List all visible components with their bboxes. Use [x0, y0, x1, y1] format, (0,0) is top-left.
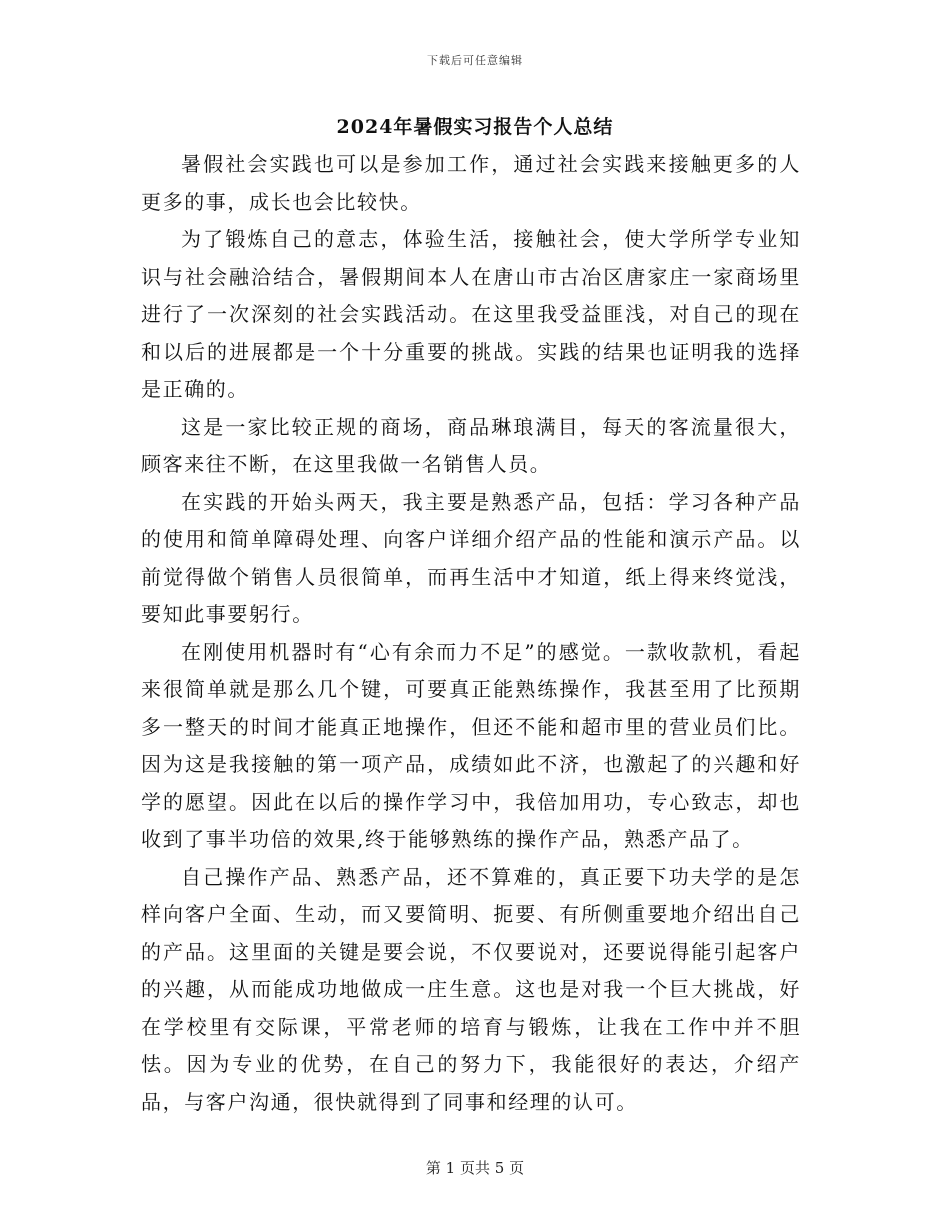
paragraph: 在实践的开始头两天，我主要是熟悉产品，包括：学习各种产品的使用和简单障碍处理、向客户详细介绍产品的性能和演示产品。以前觉得做个销售人员很简单，而再生活中才知道，纸上得来终觉浅，要知此事要躬行。 — [141, 489, 801, 626]
paragraph: 在刚使用机器时有“心有余而力不足”的感觉。一款收款机，看起来很简单就是那么几个键，可要真正能熟练操作，我甚至用了比预期多一整天的时间才能真正地操作，但还不能和超市里的营业员们比。因为这是我接触的第一项产品，成绩如此不济，也激起了的兴趣和好学的愿望。因此在以后的操作学习中，我倍加用功，专心致志，却也收到了事半功倍的效果,终于能够熟练的操作产品，熟悉产品了。 — [141, 639, 801, 851]
paragraph: 暑假社会实践也可以是参加工作，通过社会实践来接触更多的人更多的事，成长也会比较快。 — [141, 152, 801, 214]
header-note: 下载后可任意编辑 — [427, 54, 523, 67]
paragraph: 自己操作产品、熟悉产品，还不算难的，真正要下功夫学的是怎样向客户全面、生动，而又要简明、扼要、有所侧重要地介绍出自己的产品。这里面的关键是要会说，不仅要说对，还要说得能引起客户的兴趣，从而能成功地做成一庄生意。这也是对我一个巨大挑战，好在学校里有交际课，平常老师的培育与锻炼，让我在工作中并不胆怯。因为专业的优势，在自己的努力下，我能很好的表达，介绍产品，与客户沟通，很快就得到了同事和经理的认可。 — [141, 864, 801, 1114]
paragraph: 这是一家比较正规的商场，商品琳琅满目，每天的客流量很大，顾客来往不断，在这里我做一名销售人员。 — [141, 414, 801, 476]
document-title: 2024年暑假实习报告个人总结 — [336, 116, 614, 138]
paragraph: 为了锻炼自己的意志，体验生活，接触社会，使大学所学专业知识与社会融洽结合，暑假期间本人在唐山市古冶区唐家庄一家商场里进行了一次深刻的社会实践活动。在这里我受益匪浅，对自己的现在和以后的进展都是一个十分重要的挑战。实践的结果也证明我的选择是正确的。 — [141, 227, 801, 401]
page-number: 第 1 页共 5 页 — [425, 1159, 525, 1177]
document-body — [141, 146, 801, 1121]
